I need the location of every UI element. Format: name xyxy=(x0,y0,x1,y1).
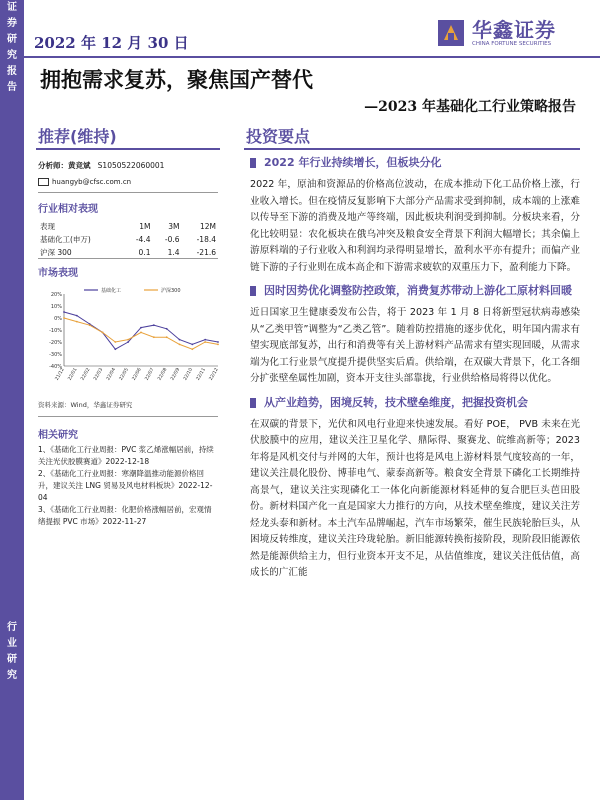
sidebar-category xyxy=(0,620,24,684)
separator xyxy=(38,192,218,193)
x-tick-label: 22/05 xyxy=(118,367,130,382)
right-divider xyxy=(244,148,580,150)
rating-label: 推荐(维持) xyxy=(38,127,117,146)
table-cell: -18.4 xyxy=(196,235,216,244)
table-header-cell: 表现 xyxy=(40,222,55,231)
data-point xyxy=(89,324,91,326)
data-point xyxy=(114,348,116,350)
x-tick-label: 22/01 xyxy=(67,367,79,382)
sidebar-char: 究 xyxy=(7,670,17,681)
company-logo xyxy=(436,14,576,56)
x-tick-label: 22/12 xyxy=(208,367,220,382)
table-cell: -0.6 xyxy=(164,235,180,244)
performance-table xyxy=(38,220,218,259)
report-title: 拥抱需求复苏，聚焦国产替代 xyxy=(40,67,313,92)
sidebar-char: 证 xyxy=(7,2,17,13)
table-cell: 0.1 xyxy=(138,248,151,257)
data-point xyxy=(179,344,181,346)
data-point xyxy=(153,336,155,338)
related-heading: 相关研究 xyxy=(38,430,78,441)
list-item[interactable]: 2、《基础化工行业周报：寒潮降温推动能源价格回升，建议关注 LNG 贸易及风电材料板块》2022-12-04 xyxy=(38,469,213,502)
analyst-label: 分析师： xyxy=(38,161,68,170)
analyst-info xyxy=(38,160,164,171)
separator xyxy=(38,258,218,259)
x-tick-label: 22/03 xyxy=(93,367,105,382)
sidebar-char: 究 xyxy=(7,50,17,61)
data-point xyxy=(102,332,104,334)
list-item[interactable]: 1、《基础化工行业周报：PVC 浆乙烯涨幅居前，持续关注光伏胶膜赛道》2022-12-18 xyxy=(38,445,214,466)
list-item[interactable]: 3、《基础化工行业周报：化肥价格涨幅居前，宏观情绪提振 PVC 市场》2022-11-27 xyxy=(38,505,212,526)
performance-heading: 行业相对表现 xyxy=(38,204,98,215)
x-tick-label: 21/12 xyxy=(54,367,66,382)
legend-label: 基础化工 xyxy=(101,288,122,294)
data-point xyxy=(179,339,181,341)
sidebar-char: 研 xyxy=(7,654,17,665)
sidebar-char: 研 xyxy=(7,34,17,45)
x-tick-label: 22/02 xyxy=(80,367,92,382)
analyst-name: 黄竞斌 xyxy=(68,161,91,170)
sidebar-char: 告 xyxy=(7,82,17,93)
table-cell: -4.4 xyxy=(135,235,151,244)
data-point xyxy=(76,315,78,317)
table-row xyxy=(38,233,218,246)
y-tick-label: -10% xyxy=(49,328,62,334)
table-header-cell: 3M xyxy=(168,222,180,231)
y-tick-label: -20% xyxy=(49,340,62,346)
left-divider xyxy=(36,148,220,150)
x-tick-label: 22/09 xyxy=(170,367,182,382)
section-heading: 2022 年行业持续增长，但板块分化 xyxy=(250,154,580,171)
data-point xyxy=(127,341,129,343)
data-point xyxy=(63,317,65,319)
data-point xyxy=(166,328,168,330)
table-cell: 基础化工(申万) xyxy=(40,235,91,244)
logo-name-cn: 华鑫证券 xyxy=(472,18,556,42)
x-tick-label: 22/11 xyxy=(195,367,207,382)
data-point xyxy=(204,341,206,343)
separator xyxy=(38,416,218,417)
x-tick-label: 22/08 xyxy=(157,367,169,382)
data-point xyxy=(217,341,219,343)
analyst-email-row xyxy=(38,178,131,186)
sidebar-band xyxy=(0,0,24,800)
investment-highlights-heading: 投资要点 xyxy=(246,127,311,146)
data-point xyxy=(140,332,142,334)
data-point xyxy=(204,339,206,341)
logo-name-en: CHINA FORTUNE SECURITIES xyxy=(472,41,552,47)
related-research-list xyxy=(38,444,218,528)
market-heading: 市场表现 xyxy=(38,268,78,279)
analyst-email[interactable]: huangyb@cfsc.com.cn xyxy=(52,178,132,186)
series-line-0 xyxy=(64,312,218,349)
table-cell: 沪深 300 xyxy=(40,248,72,257)
data-point xyxy=(217,344,219,346)
analyst-id: S1050522060001 xyxy=(97,161,165,170)
y-tick-label: 20% xyxy=(50,292,62,298)
right-column xyxy=(250,154,580,588)
market-chart xyxy=(38,282,222,402)
section-heading: 从产业趋势，困境反转，技术壁垒维度，把握投资机会 xyxy=(250,394,580,411)
table-cell: -21.6 xyxy=(196,248,216,257)
report-date: 2022 年 12 月 30 日 xyxy=(34,34,189,52)
y-tick-label: 10% xyxy=(50,304,62,310)
data-point xyxy=(140,327,142,329)
section-heading: 因时因势优化调整防控政策，消费复苏带动上游化工原材料回暖 xyxy=(250,282,580,299)
table-header-row xyxy=(38,220,218,233)
chart-source: 资料来源：Wind，华鑫证券研究 xyxy=(38,401,133,409)
table-header-cell: 12M xyxy=(199,222,216,231)
y-tick-label: -40% xyxy=(49,364,62,370)
section-paragraph: 近日国家卫生健康委发布公告，将于 2023 年 1 月 8 日将新型冠状病毒感染从“乙类甲管”调整为“乙类乙管”。随着防控措施的逐步优化，明年国内需求有望实现底部复苏，出行和消费等有关上游材料产品需求有望实现回暖，从需求端为化工行业景气度提升提供坚实后盾。供给端，在双碳大背景下，化工各细分扩张壁垒属性加剧，资本开支往头部靠拢，行业供给格局将得以优化。 xyxy=(250,307,580,384)
sidebar-char: 券 xyxy=(7,18,17,29)
data-point xyxy=(63,311,65,313)
data-point xyxy=(153,324,155,326)
x-tick-label: 22/10 xyxy=(183,367,195,382)
data-point xyxy=(76,321,78,323)
table-header-cell: 1M xyxy=(139,222,151,231)
sidebar-char: 行 xyxy=(7,622,17,633)
report-subtitle: —2023 年基础化工行业策略报告 xyxy=(364,99,576,115)
sidebar-char: 业 xyxy=(7,638,17,649)
table-cell: 1.4 xyxy=(167,248,180,257)
data-point xyxy=(191,344,193,346)
mail-icon xyxy=(38,178,49,186)
sidebar-char: 报 xyxy=(7,66,17,77)
section-paragraph: 2022 年，原油和资源品的价格高位波动，在成本推动下化工品价格上涨，行业收入增长。但在疫情反复影响下大部分产品需求受到抑制，成本端的上涨难以传导至下游的消费及地产等终端，因此板块利润受到抑制。分板块来看，分化比较明显：农化板块在俄乌冲突及粮食安全背景下利润大幅增长；其余偏上游原料端的子行业收入和利润均录得明显增长，盈利水平亦有提升；而偏产业链下游的子行业则在成本高企和下游需求疲软的双重压力下，盈利能力下降。 xyxy=(250,179,580,273)
y-tick-label: 0% xyxy=(54,316,62,322)
x-tick-label: 22/06 xyxy=(131,367,143,382)
x-tick-label: 22/04 xyxy=(106,367,118,382)
data-point xyxy=(191,348,193,350)
y-tick-label: -30% xyxy=(49,352,62,358)
logo-mark-icon xyxy=(436,18,466,48)
sidebar-report-type xyxy=(0,0,24,96)
data-point xyxy=(166,336,168,338)
data-point xyxy=(127,339,129,341)
x-tick-label: 22/07 xyxy=(144,367,156,382)
header-divider xyxy=(24,56,600,58)
legend-label: 沪深300 xyxy=(161,288,181,294)
data-point xyxy=(114,341,116,343)
section-paragraph: 在双碳的背景下，光伏和风电行业迎来快速发展。看好 POE， PVB 未来在光伏胶膜中的应用，建议关注卫星化学、鼎际得、聚赛龙、皖维高新等；2023 年将是风机交付与并网的大年，预计也将是风电上游材料景气度较高的一年，建议关注晨化股份、博菲电气、蒙泰高新等。粮食安全背景下磷化工长期维持高景气，建议关注实现磷化工一体化向新能源材料延伸的复合肥巨头芭田股份。新材料国产化一直是国家大力推行的方向，从技术壁垒维度，建议关注芳烃龙头泰和新材。本土汽车品牌崛起，汽车市场繁荣，催生民族轮胎巨头，从困境反转维度，建议关注玲珑轮胎。新旧能源转换衔接阶段，现阶段旧能源依然是能源供给主力，但行业资本开支不足，从估值维度，建议关注低估值，高成长的广汇能 xyxy=(250,418,580,578)
